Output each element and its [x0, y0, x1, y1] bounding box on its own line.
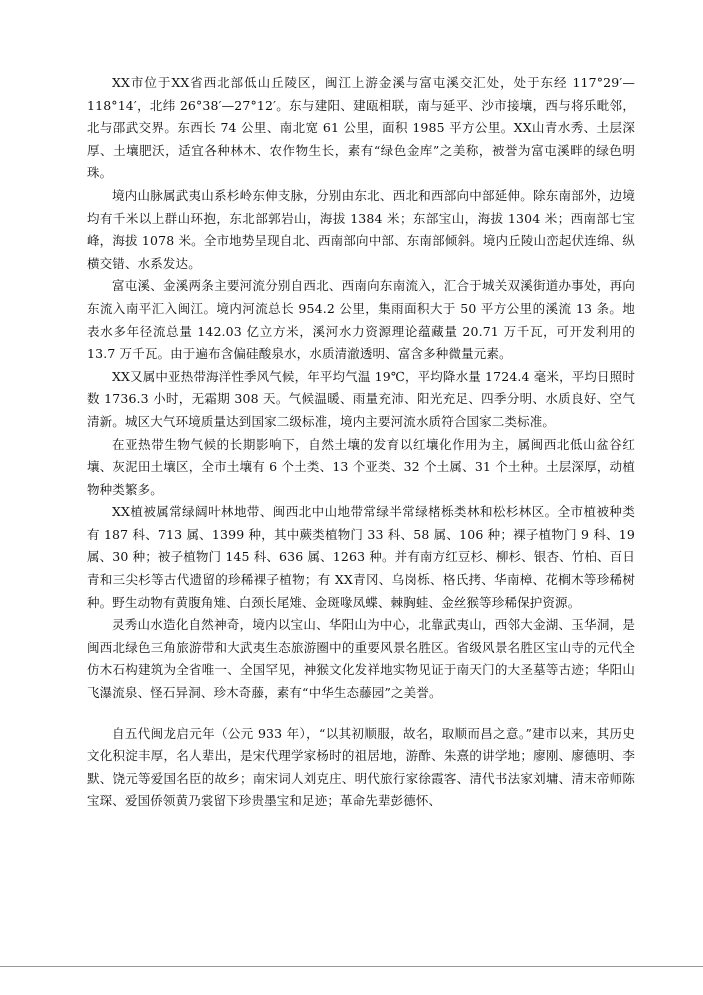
paragraph-gap: [87, 705, 635, 723]
paragraph-rivers: 富屯溪、金溪两条主要河流分别自西北、西南向东南流入，汇合于城关双溪街道办事处，再向东流入南平汇入闽江。境内河流总长 954.2 公里，集雨面积大于 50 平方公里的溪流 13 条。地表水多年径流总量 142.03 亿立方米，溪河水力资源理论蕴藏量 20.71 万千瓦，可开发利用的 13.7 万千瓦。由于遍布含偏硅酸泉水，水质清澈透明、富含多种微量元素。: [87, 278, 635, 362]
paragraph-history: 自五代闽龙启元年（公元 933 年），“以其初顺服，故名，取顺而昌之意。”建市以来，其历史文化积淀丰厚，名人辈出，是宋代理学家杨时的祖居地，游酢、朱熹的讲学地；廖刚、廖德明、李默、饶元等爱国名臣的故乡；南宋词人刘克庄、明代旅行家徐霞客、清代书法家刘墉、清末帝师陈宝琛、爱国侨领黄乃裳留下珍贵墨宝和足迹；革命先辈彭德怀、: [87, 725, 635, 809]
paragraph-location: XX市位于XX省西北部低山丘陵区，闽江上游金溪与富屯溪交汇处，处于东经 117°29′—118°14′，北纬 26°38′—27°12′。东与建阳、建瓯相联，南与延平、沙市接壤，西与将乐毗邻，北与邵武交界。东西长 74 公里、南北宽 61 公里，面积 1985 平方公里。XX山青水秀、土层深厚、土壤肥沃，适宜各种林木、农作物生长，素有“绿色金库”之美称，被誉为富屯溪畔的绿色明珠。: [87, 75, 635, 181]
document-body: [87, 72, 635, 813]
paragraph-vegetation: XX植被属常绿阔叶林地带、闽西北中山地带常绿半常绿楮栎类林和松杉林区。全市植被种类有 187 科、713 属、1399 种，其中蕨类植物门 33 科、58 属、106 种；裸子植物门 9 科、19 属、30 种；被子植物门 145 科、636 属、1263 种。并有南方红豆杉、柳杉、银杏、竹柏、百日青和三尖杉等古代遗留的珍稀裸子植物；有 XX青冈、乌岗栎、格氏拷、华南樟、花榈木等珍稀树种。野生动物有黄腹角雉、白颈长尾雉、金斑喙凤蝶、棘胸蛙、金丝猴等珍稀保护资源。: [87, 504, 635, 610]
paragraph-climate: XX又属中亚热带海洋性季风气候，年平均气温 19℃，平均降水量 1724.4 毫米，平均日照时数 1736.3 小时，无霜期 308 天。气候温暖、雨量充沛、阳光充足、四季分明、水质良好、空气清新。城区大气环境质量达到国家二级标准，境内主要河流水质符合国家二类标准。: [87, 368, 635, 429]
paragraph-terrain: 境内山脉属武夷山系杉岭东伸支脉，分别由东北、西北和西部向中部延伸。除东南部外，边境均有千米以上群山环抱，东北部郭岩山，海拔 1384 米；东部宝山，海拔 1304 米；西南部七宝峰，海拔 1078 米。全市地势呈现自北、西南部向中部、东南部倾斜。境内丘陵山峦起伏连绵、纵横交错、水系发达。: [87, 187, 635, 271]
paragraph-soil: 在亚热带生物气候的长期影响下，自然土壤的发育以红壤化作用为主，属闽西北低山盆谷红壤、灰泥田土壤区，全市土壤有 6 个土类、13 个亚类、32 个土属、31 个土种。土层深厚，动植物种类繁多。: [87, 436, 635, 497]
page-bottom-divider: [0, 966, 703, 967]
paragraph-scenery: 灵秀山水造化自然神奇，境内以宝山、华阳山为中心，北靠武夷山，西邻大金湖、玉华洞，是闽西北绿色三角旅游带和大武夷生态旅游圈中的重要风景名胜区。省级风景名胜区宝山寺的元代全仿木石构建筑为全省唯一、全国罕见，神猴文化发祥地实物见证于南天门的大圣墓等古迹；华阳山飞瀑流泉、怪石异洞、珍木奇藤，素有“中华生态藤园”之美誉。: [87, 617, 635, 701]
